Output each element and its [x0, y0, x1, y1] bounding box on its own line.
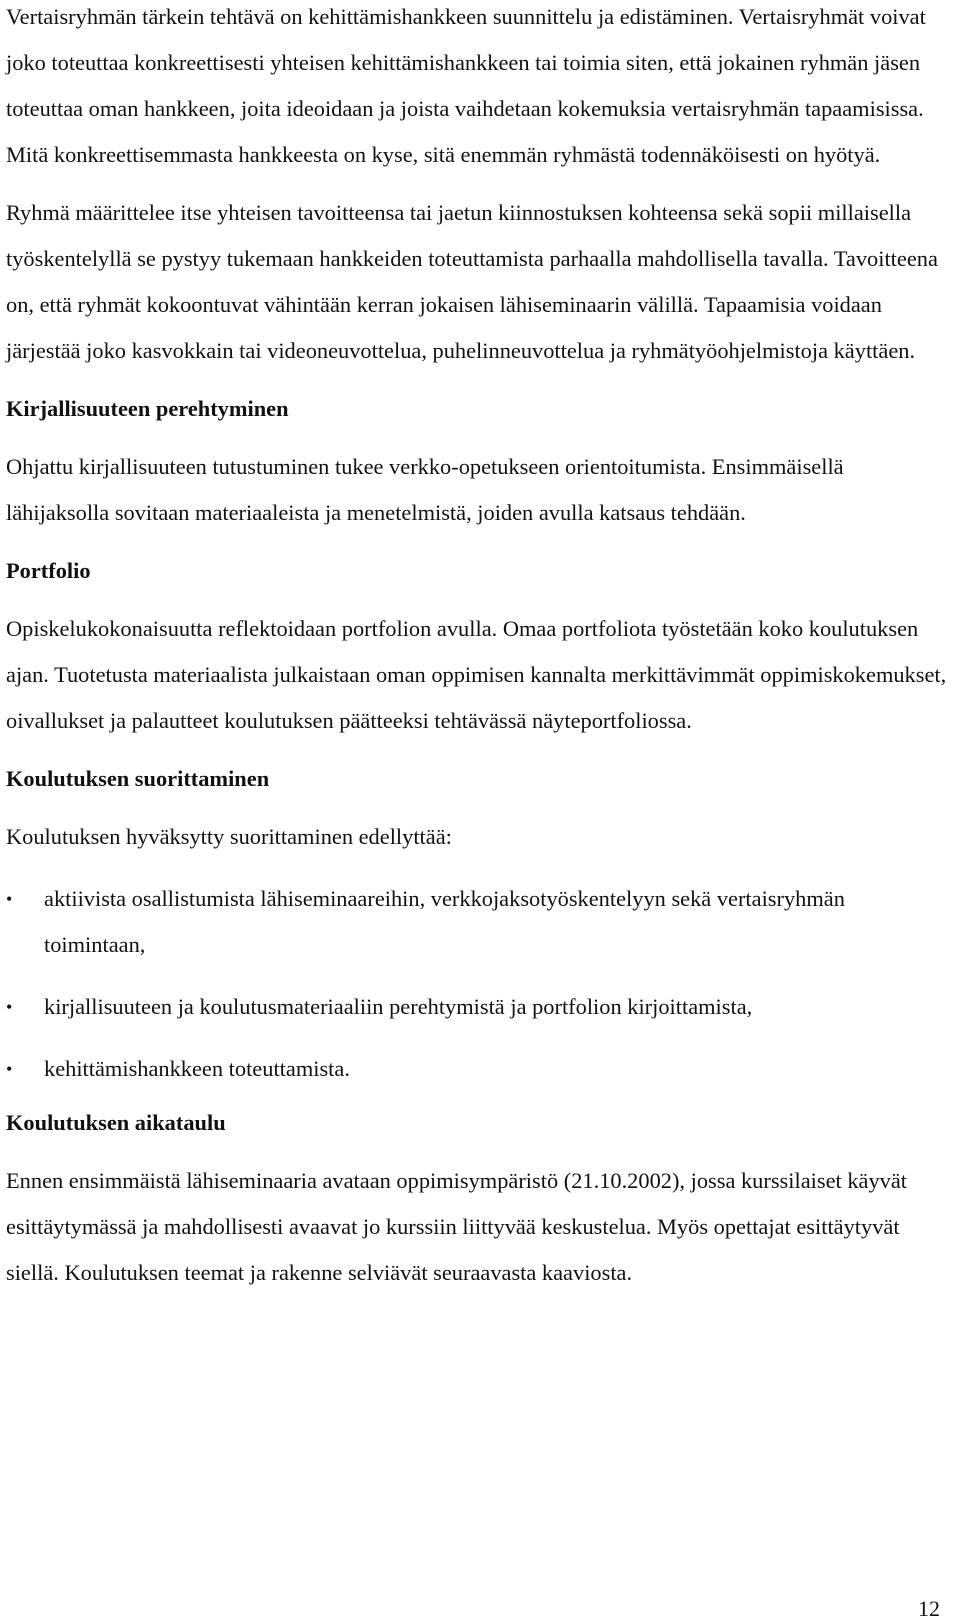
list-item-text: kirjallisuuteen ja koulutusmateriaaliin perehtymistä ja portfolion kirjoittamista,	[44, 994, 753, 1019]
bullet-icon: •	[6, 889, 13, 909]
list-item-text: kehittämishankkeen toteuttamista.	[44, 1056, 350, 1081]
document-page	[6, 0, 950, 1308]
page-number: 12	[918, 1596, 940, 1621]
bullet-icon: •	[6, 1059, 13, 1079]
heading-literature: Kirjallisuuteen perehtyminen	[6, 396, 289, 421]
completion-requirements-list	[6, 876, 950, 1092]
list-item	[6, 984, 950, 1030]
paragraph-peer-group-task: Vertaisryhmän tärkein tehtävä on kehittämishankkeen suunnittelu ja edistäminen. Vertaisryhmät voivat joko toteuttaa konkreettisesti yhteisen kehittämishankkeen tai toimia siten, että jokainen ryhmän jäsen toteuttaa oman hankkeen, joita ideoidaan ja joista vaihdetaan kokemuksia vertaisryhmän tapaamisissa. Mitä konkreettisemmasta hankkeesta on kyse, sitä enemmän ryhmästä todennäköisesti on hyötyä.	[6, 4, 926, 167]
heading-portfolio: Portfolio	[6, 558, 91, 583]
heading-schedule: Koulutuksen aikataulu	[6, 1110, 226, 1135]
list-item	[6, 876, 950, 968]
heading-completion: Koulutuksen suorittaminen	[6, 766, 270, 791]
list-item-text: aktiivista osallistumista lähiseminaareihin, verkkojaksotyöskentelyyn sekä vertaisryhmän toimintaan,	[44, 886, 845, 957]
paragraph-schedule: Ennen ensimmäistä lähiseminaaria avataan oppimisympäristö (21.10.2002), jossa kurssilaiset käyvät esittäytymässä ja mahdollisesti avaavat jo kurssiin liittyvää keskustelua. Myös opettajat esittäytyvät siellä. Koulutuksen teemat ja rakenne selviävät seuraavasta kaaviosta.	[6, 1168, 908, 1285]
paragraph-literature: Ohjattu kirjallisuuteen tutustuminen tukee verkko-opetukseen orientoitumista. Ensimmäisellä lähijaksolla sovitaan materiaaleista ja menetelmistä, joiden avulla katsaus tehdään.	[6, 454, 844, 525]
paragraph-portfolio: Opiskelukokonaisuutta reflektoidaan portfolion avulla. Omaa portfoliota työstetään koko koulutuksen ajan. Tuotetusta materiaalista julkaistaan oman oppimisen kannalta merkittävimmät oppimiskokemukset, oivallukset ja palautteet koulutuksen päätteeksi tehtävässä näyteportfoliossa.	[6, 616, 947, 733]
paragraph-peer-group-goals: Ryhmä määrittelee itse yhteisen tavoitteensa tai jaetun kiinnostuksen kohteensa sekä sopii millaisella työskentelyllä se pystyy tukemaan hankkeiden toteuttamista parhaalla mahdollisella tavalla. Tavoitteena on, että ryhmät kokoontuvat vähintään kerran jokaisen lähiseminaarin välillä. Tapaamisia voidaan järjestää joko kasvokkain tai videoneuvottelua, puhelinneuvottelua ja ryhmätyöohjelmistoja käyttäen.	[6, 200, 938, 363]
paragraph-completion-intro: Koulutuksen hyväksytty suorittaminen edellyttää:	[6, 824, 452, 849]
bullet-icon: •	[6, 997, 13, 1017]
list-item	[6, 1046, 950, 1092]
